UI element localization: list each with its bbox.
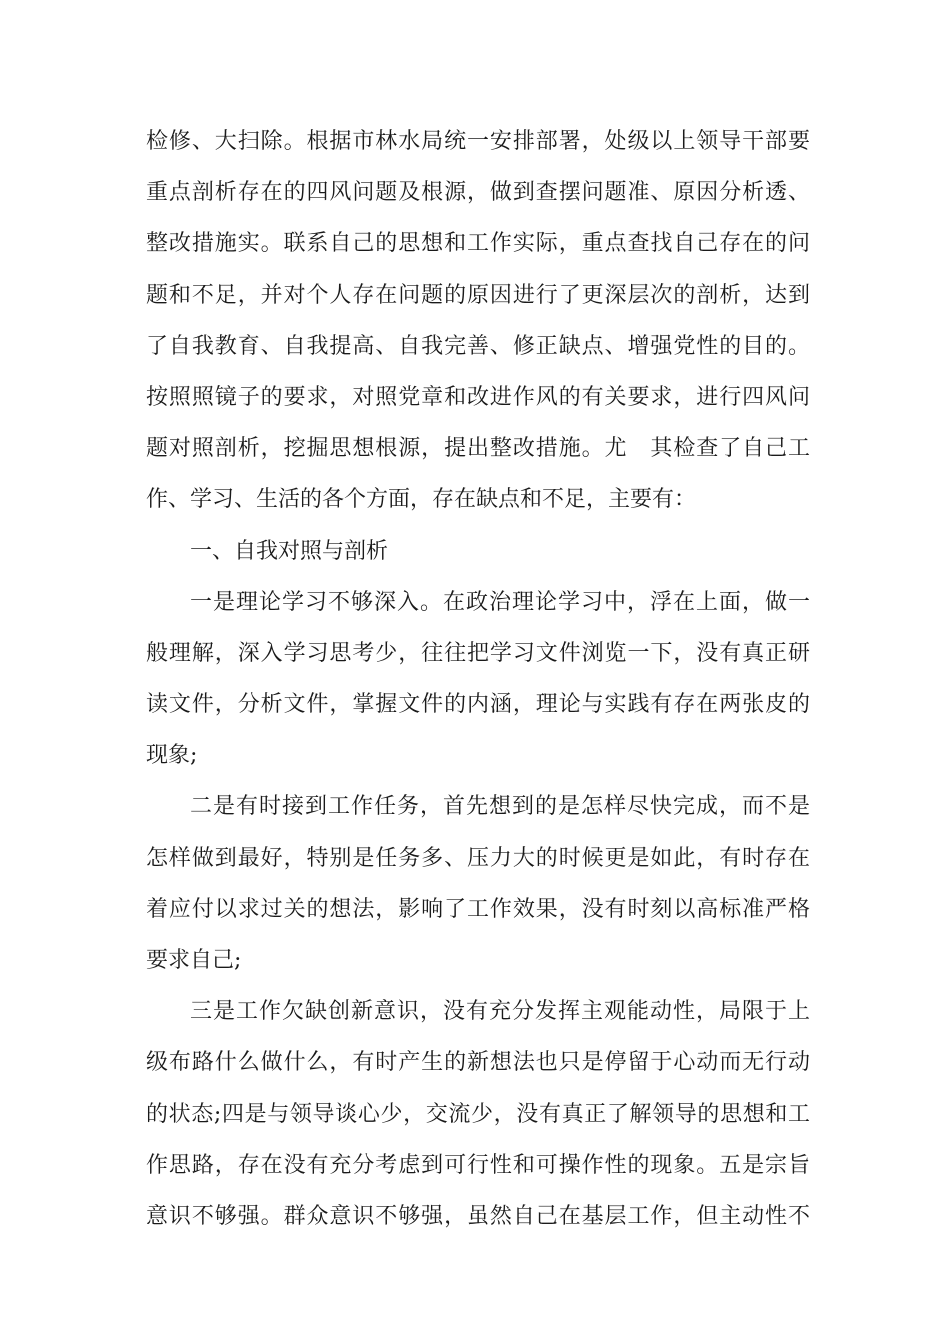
text-line: 三是工作欠缺创新意识，没有充分发挥主观能动性，局限于上 — [190, 999, 810, 1025]
text-line: 一是理论学习不够深入。在政治理论学习中，浮在上面，做一 — [190, 589, 810, 615]
text-line: 要求自己; — [146, 948, 242, 973]
text-line: 的状态;四是与领导谈心少，交流少，没有真正了解领导的思想和工 — [146, 1101, 810, 1127]
text-line: 意识不够强。群众意识不够强，虽然自己在基层工作，但主动性不 — [146, 1203, 810, 1229]
text-line: 按照照镜子的要求，对照党章和改进作风的有关要求，进行四风问 — [146, 384, 810, 410]
text-line: 整改措施实。联系自己的思想和工作实际，重点查找自己存在的问 — [146, 231, 810, 257]
text-line: 般理解，深入学习思考少，往往把学习文件浏览一下，没有真正研 — [146, 640, 810, 666]
text-line: 级布路什么做什么，有时产生的新想法也只是停留于心动而无行动 — [146, 1050, 810, 1076]
text-line: 检修、大扫除。根据市林水局统一安排部署，处级以上领导干部要 — [146, 129, 810, 154]
text-line: 重点剖析存在的四风问题及根源，做到查摆问题准、原因分析透、 — [146, 180, 810, 206]
text-line: 怎样做到最好，特别是任务多、压力大的时候更是如此，有时存在 — [146, 845, 810, 871]
text-line: 作、学习、生活的各个方面，存在缺点和不足，主要有： — [146, 487, 697, 513]
text-line: 着应付以求过关的想法，影响了工作效果，没有时刻以高标准严格 — [146, 896, 810, 922]
section-heading: 一、自我对照与剖析 — [190, 538, 389, 564]
text-line: 题对照剖析，挖掘思想根源，提出整改措施。尤 其检查了自己工 — [146, 436, 810, 462]
text-line: 二是有时接到工作任务，首先想到的是怎样尽快完成，而不是 — [190, 794, 810, 820]
text-line: 题和不足，并对个人存在问题的原因进行了更深层次的剖析，达到 — [146, 282, 810, 308]
text-line: 读文件，分析文件，掌握文件的内涵，理论与实践有存在两张皮的 — [146, 692, 810, 718]
text-line: 现象; — [146, 743, 198, 769]
body-text — [146, 116, 810, 1242]
text-line: 了自我教育、自我提高、自我完善、修正缺点、增强党性的目的。 — [146, 333, 810, 359]
text-line: 作思路，存在没有充分考虑到可行性和可操作性的现象。五是宗旨 — [146, 1152, 810, 1178]
